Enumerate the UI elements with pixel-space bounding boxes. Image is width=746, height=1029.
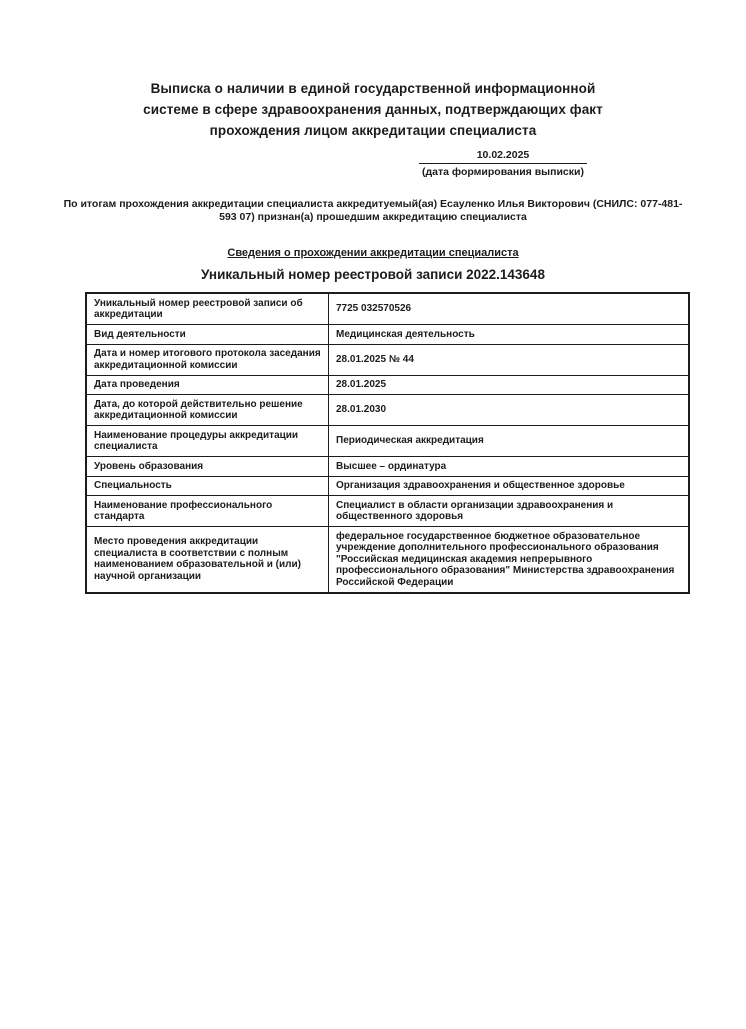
table-row xyxy=(86,426,689,457)
table-row xyxy=(86,496,689,527)
row-label: Уникальный номер реестровой записи об аккредитации xyxy=(86,293,329,325)
row-value: Медицинская деятельность xyxy=(329,325,690,345)
row-value: 28.01.2025 № 44 xyxy=(329,344,690,375)
table-row xyxy=(86,375,689,395)
intro-paragraph xyxy=(0,198,746,224)
row-value: Периодическая аккредитация xyxy=(329,426,690,457)
row-label: Наименование профессионального стандарта xyxy=(86,496,329,527)
intro-line: 593 07) признан(а) прошедшим аккредитацию специалиста xyxy=(219,211,527,223)
row-label: Вид деятельности xyxy=(86,325,329,345)
row-label: Дата, до которой действительно решение аккредитационной комиссии xyxy=(86,395,329,426)
row-label: Уровень образования xyxy=(86,457,329,477)
extract-date-block xyxy=(419,149,587,179)
row-value: Высшее – ординатура xyxy=(329,457,690,477)
row-label: Специальность xyxy=(86,476,329,496)
row-value: 28.01.2025 xyxy=(329,375,690,395)
accreditation-table-body xyxy=(86,293,689,593)
table-row xyxy=(86,344,689,375)
row-label: Место проведения аккредитации специалиста в соответствии с полным наименованием образовательной и (или) научной организации xyxy=(86,527,329,593)
table-row xyxy=(86,457,689,477)
document-title-line: прохождения лицом аккредитации специалиста xyxy=(209,123,537,138)
document-title-line: системе в сфере здравоохранения данных, подтверждающих факт xyxy=(143,102,603,117)
table-row xyxy=(86,395,689,426)
row-value: Специалист в области организации здравоохранения и общественного здоровья xyxy=(329,496,690,527)
registry-record-heading: Уникальный номер реестровой записи 2022.143648 xyxy=(201,267,545,282)
table-row xyxy=(86,527,689,593)
extract-date: 10.02.2025 xyxy=(419,149,587,164)
table-row xyxy=(86,476,689,496)
row-value: Организация здравоохранения и общественное здоровье xyxy=(329,476,690,496)
accreditation-table xyxy=(85,292,690,594)
table-row xyxy=(86,293,689,325)
row-label: Дата и номер итогового протокола заседания аккредитационной комиссии xyxy=(86,344,329,375)
document-title-line: Выписка о наличии в единой государственной информационной xyxy=(150,81,596,96)
row-label: Дата проведения xyxy=(86,375,329,395)
row-label: Наименование процедуры аккредитации специалиста xyxy=(86,426,329,457)
row-value: 28.01.2030 xyxy=(329,395,690,426)
row-value: федеральное государственное бюджетное образовательное учреждение дополнительного профессионального образования "Российская медицинская академия непрерывного профессионального образования" Министерства здравоохранения Российской Федерации xyxy=(329,527,690,593)
extract-date-caption: (дата формирования выписки) xyxy=(422,166,584,178)
section-heading: Сведения о прохождении аккредитации специалиста xyxy=(227,247,519,259)
table-row xyxy=(86,325,689,345)
intro-line: По итогам прохождения аккредитации специалиста аккредитуемый(ая) Есауленко Илья Викторович (СНИЛС: 077-481- xyxy=(63,198,683,210)
document-title xyxy=(0,78,746,141)
row-value: 7725 032570526 xyxy=(329,293,690,325)
